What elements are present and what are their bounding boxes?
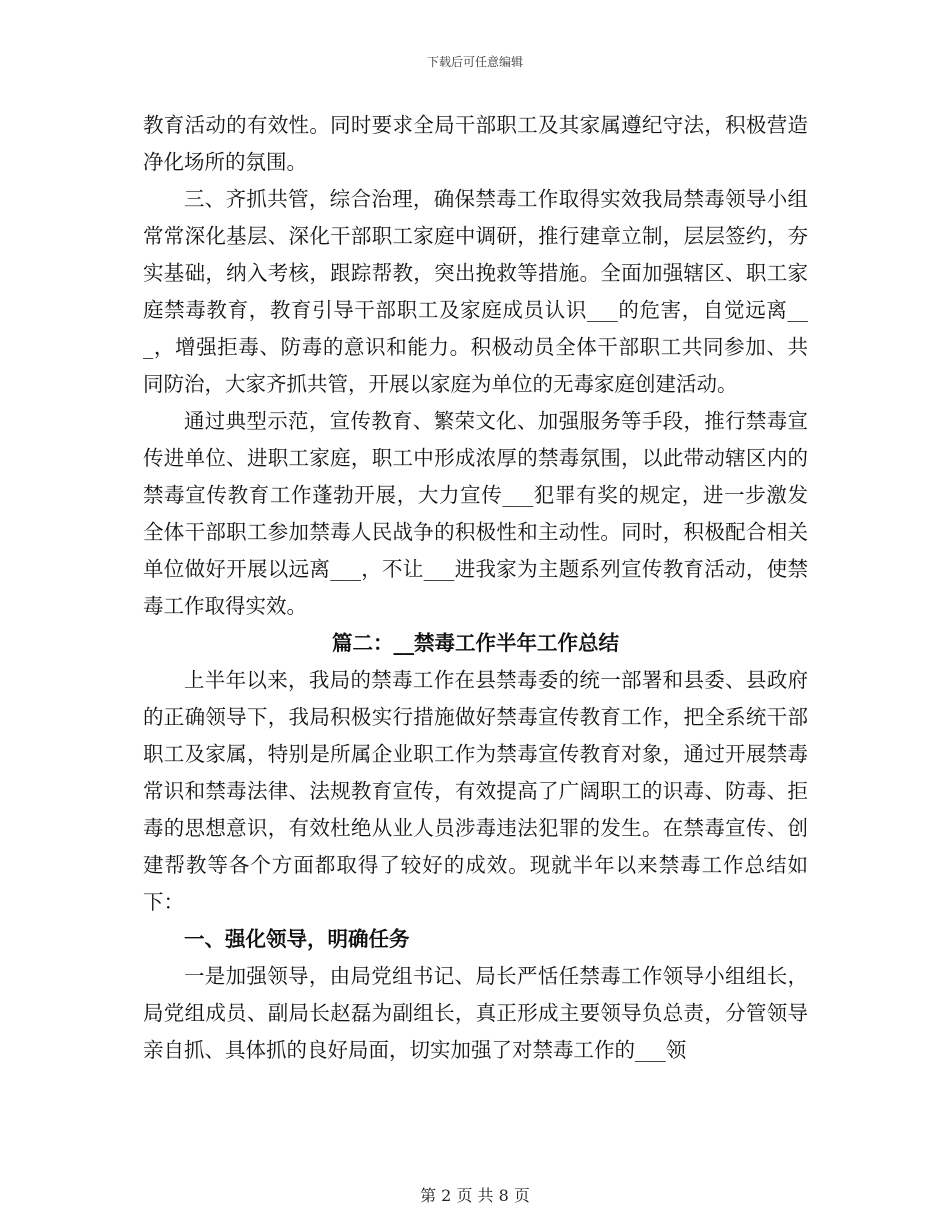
heading-strengthen-leadership: 一、强化领导，明确任务 — [184, 927, 410, 951]
page-footer: 第 2 页 共 8 页 — [420, 1186, 530, 1205]
paragraph-section-three: 三、齐抓共管，综合治理，确保禁毒工作取得实效我局禁毒领导小组常常深化基层、深化干部职工家庭中调研，推行建章立制，层层签约，夯实基础，纳入考核，跟踪帮教，突出挽救等措施。全面加强辖区、职工家庭禁毒教育，教育引导干部职工及家庭成员认识___的危害，自觉远离___，增强拒毒、防毒的意识和能力。积极动员全体干部职工共同参加、共同防治，大家齐抓共管，开展以家庭为单位的无毒家庭创建活动。 — [143, 187, 808, 396]
paragraph-half-year-intro: 上半年以来，我局的禁毒工作在县禁毒委的统一部署和县委、县政府的正确领导下，我局积极实行措施做好禁毒宣传教育工作，把全系统干部职工及家属，特别是所属企业职工作为禁毒宣传教育对象，通过开展禁毒常识和禁毒法律、法规教育宣传，有效提高了广阔职工的识毒、防毒、拒毒的思想意识，有效杜绝从业人员涉毒违法犯罪的发生。在禁毒宣传、创建帮教等各个方面都取得了较好的成效。现就半年以来禁毒工作总结如下： — [143, 668, 808, 914]
paragraph-leadership-detail: 一是加强领导，由局党组书记、局长严恬任禁毒工作领导小组组长，局党组成员、副局长赵磊为副组长，真正形成主要领导负总责，分管领导亲自抓、具体抓的良好局面，切实加强了对禁毒工作的___领 — [143, 964, 808, 1062]
paragraph-typical-demo: 通过典型示范，宣传教育、繁荣文化、加强服务等手段，推行禁毒宣传进单位、进职工家庭，职工中形成浓厚的禁毒氛围，以此带动辖区内的禁毒宣传教育工作蓬勃开展，大力宣传___犯罪有奖的规定，进一步激发全体干部职工参加禁毒人民战争的积极性和主动性。同时，积极配合相关单位做好开展以远离___，不让___进我家为主题系列宣传教育活动，使禁毒工作取得实效。 — [143, 409, 808, 618]
section-title-part-two: 篇二：__禁毒工作半年工作总结 — [332, 631, 619, 655]
document-body — [143, 107, 808, 1069]
page-header: 下载后可任意编辑 — [426, 55, 523, 69]
paragraph-continuation: 教育活动的有效性。同时要求全局干部职工及其家属遵纪守法，积极营造净化场所的氛围。 — [143, 113, 808, 174]
